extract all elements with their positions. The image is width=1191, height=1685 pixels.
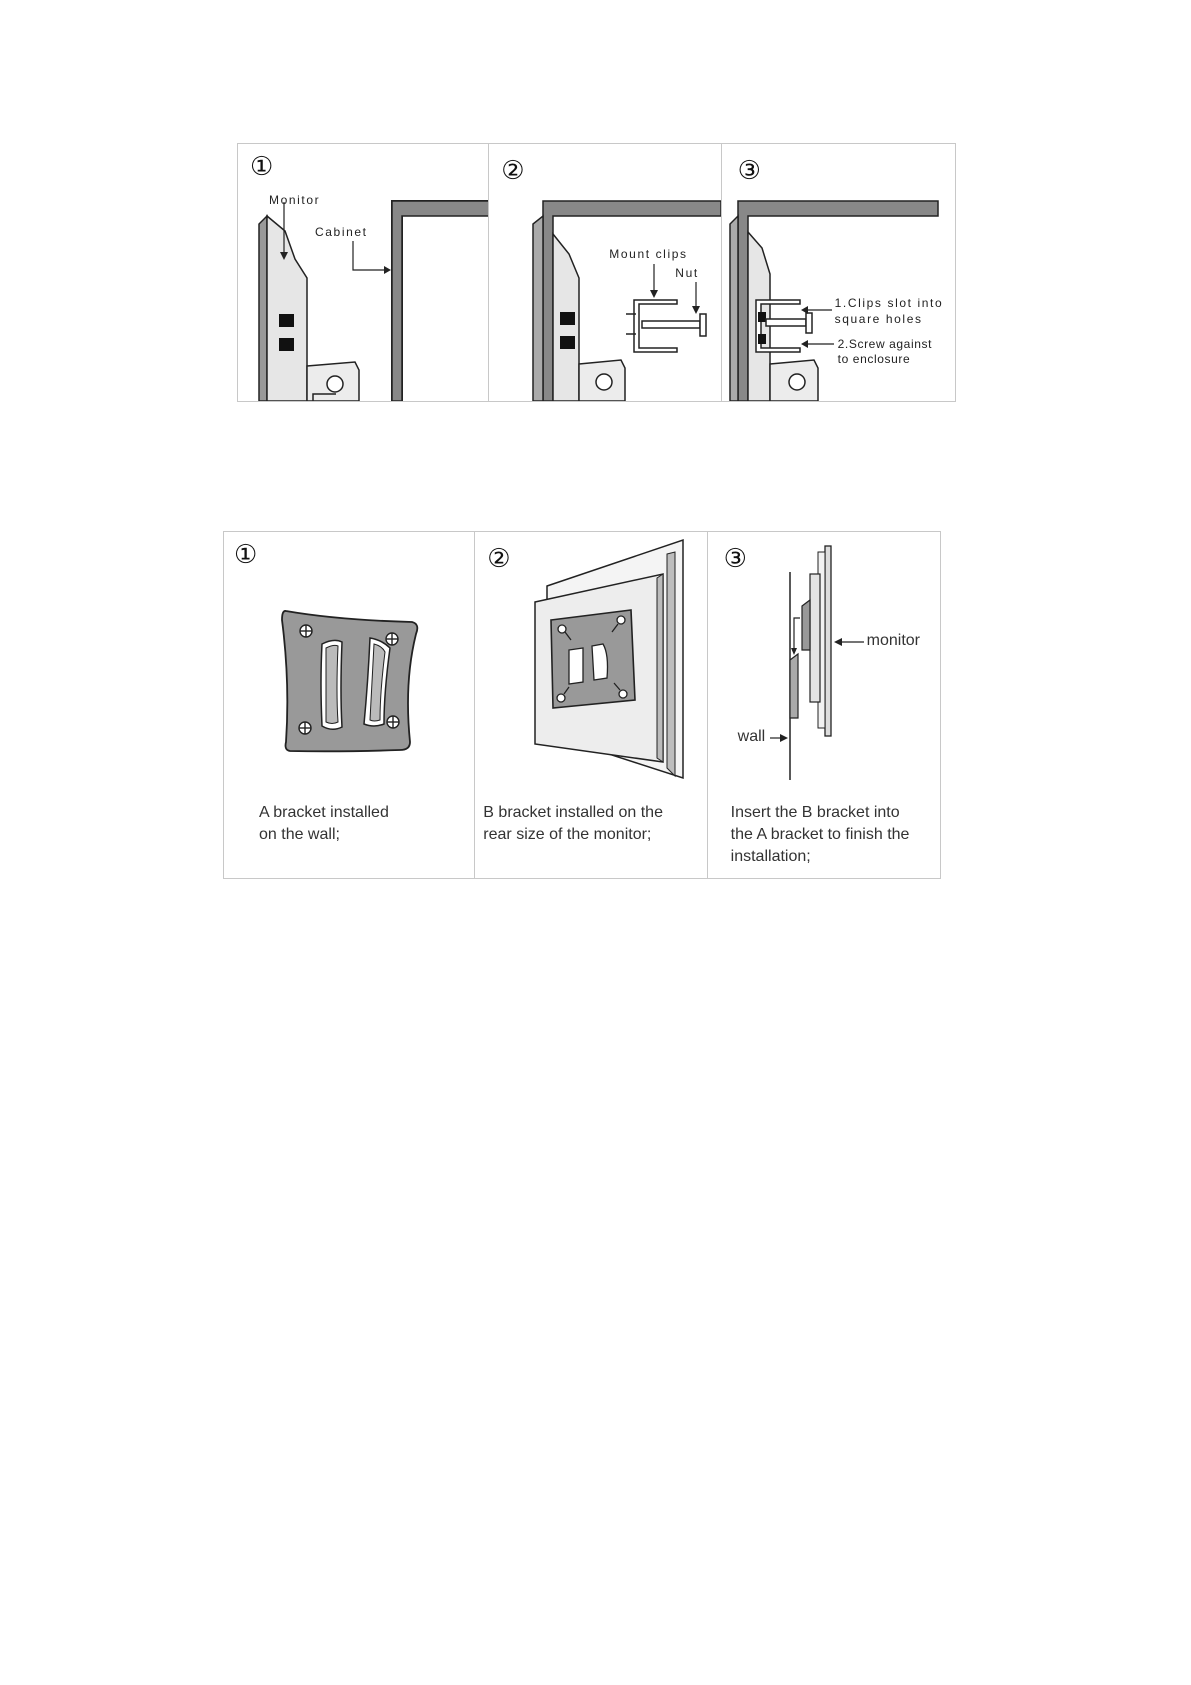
step-1-caption: A bracket installed on the wall; [259,804,389,843]
cabinet-step-2-panel [489,144,721,401]
wall-label: wall [737,728,766,745]
cabinet-label: Cabinet [315,225,368,239]
step-3-caption: Insert the B bracket into the A bracket to finish the installation; [730,804,910,865]
monitor-and-cabinet-drawing [238,144,489,401]
step-number: ① [250,152,274,182]
step-number: ② [487,544,511,574]
step-2-caption: B bracket installed on the rear size of the monitor; [483,804,663,843]
clips-installed-drawing [722,144,955,401]
cabinet-step-3-panel [722,144,955,401]
mount-clips-drawing [489,144,721,401]
clips-slot-note: 1.Clips slot into square holes [834,296,944,326]
wall-step-3-panel [708,532,940,878]
wall-mount-figure [223,531,941,879]
screw-against-note: 2.Screw against to enclosure [837,337,933,366]
step-number: ③ [737,156,761,186]
mount-clips-label: Mount clips [609,247,688,261]
cabinet-mount-figure [237,143,956,402]
step-number: ③ [723,544,747,574]
cabinet-step-1-panel [238,144,489,401]
step-number: ① [234,540,258,570]
monitor-label: Monitor [269,193,321,207]
monitor-label: monitor [866,632,921,649]
wall-step-2-panel [475,532,707,878]
nut-label: Nut [675,266,699,280]
step-number: ② [501,156,525,186]
wall-step-1-panel [224,532,475,878]
